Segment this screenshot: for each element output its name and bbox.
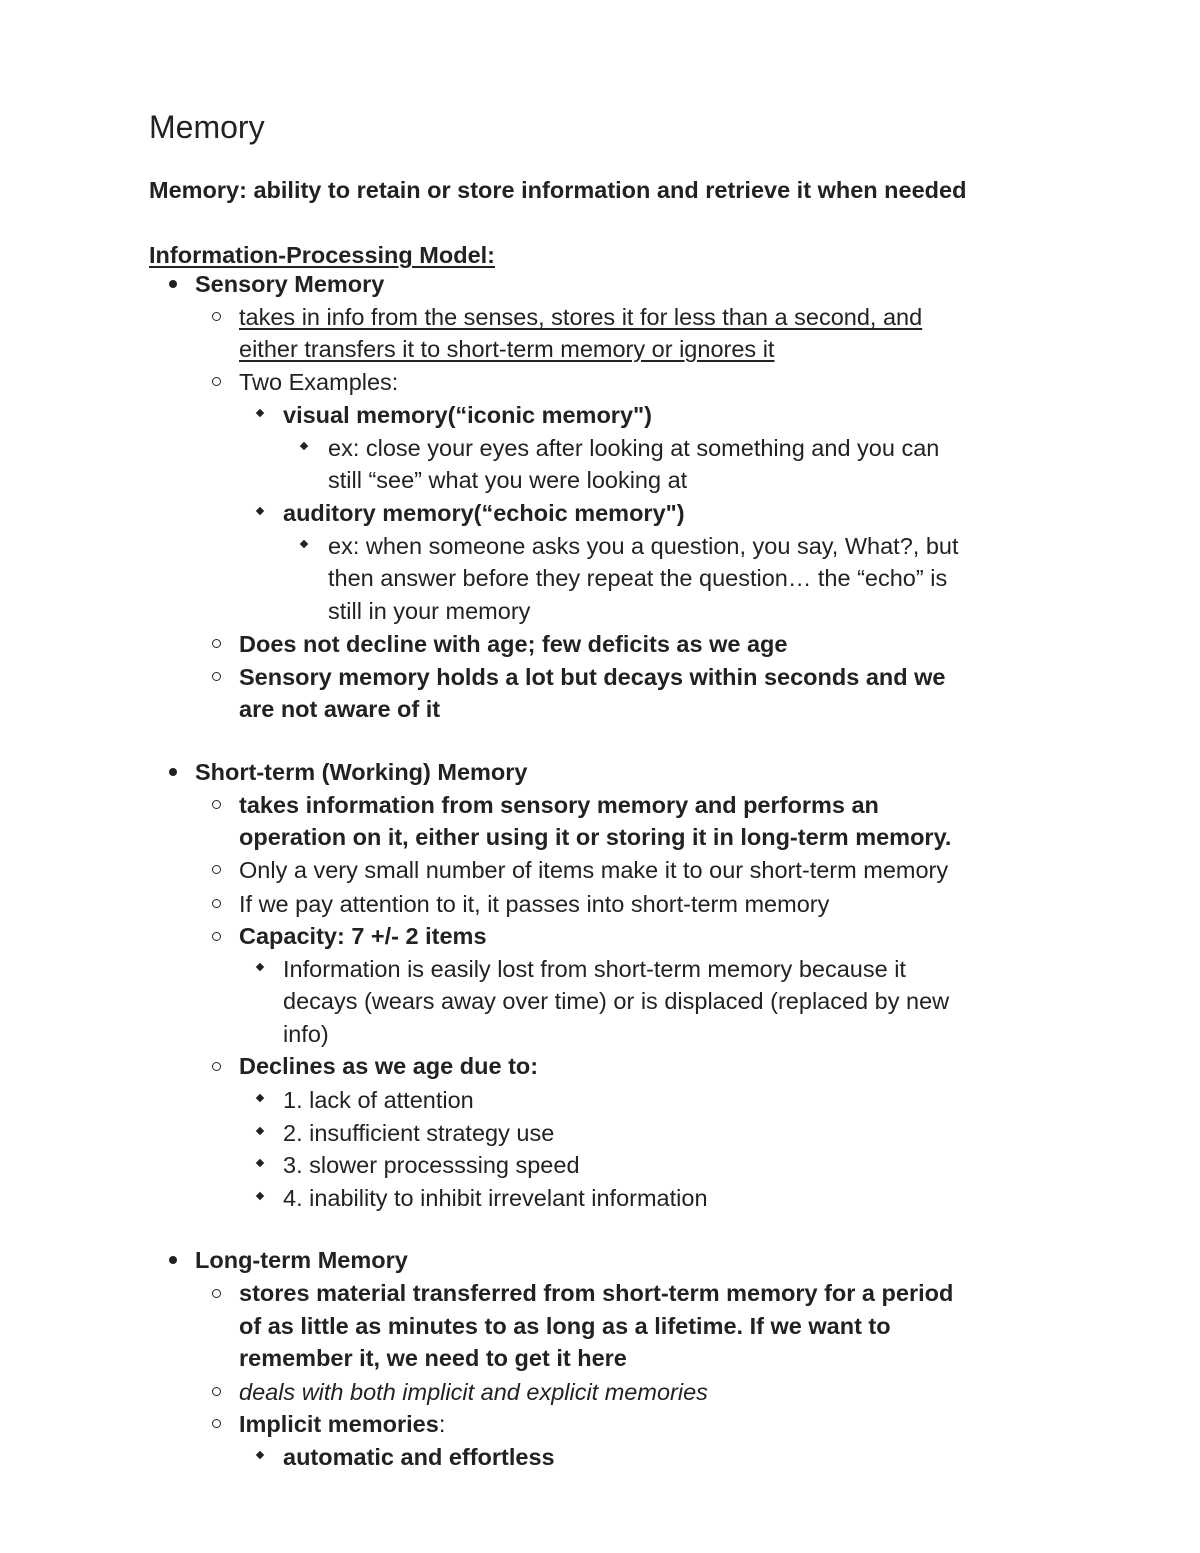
bullet-circle-icon [212,1419,221,1428]
bullet-diamond-icon [256,1127,264,1135]
long-term-heading: Long-term Memory [195,1247,408,1273]
sensory-holds-line-1: Sensory memory holds a lot but decays within seconds and we [239,664,946,690]
long-term-desc-line-3: remember it, we need to get it here [239,1345,627,1371]
bullet-disc-icon [169,280,177,288]
sensory-holds-line-2: are not aware of it [239,696,441,722]
short-term-lost-line-2: decays (wears away over time) or is displaced (replaced by new [283,988,950,1014]
auditory-example-line-2: then answer before they repeat the question… the “echo” is [328,565,948,591]
bullet-circle-icon [212,865,221,874]
memory-definition: Memory: ability to retain or store information and retrieve it when needed [149,177,967,203]
decline-reason: 1. lack of attention [283,1087,474,1113]
implicit-label: Implicit memories [239,1411,439,1437]
implicit-colon: : [438,1411,446,1437]
visual-memory: visual memory(“iconic memory") [283,402,652,428]
bullet-circle-icon [212,1062,221,1071]
long-term-deals: deals with both implicit and explicit memories [239,1379,708,1405]
short-term-heading: Short-term (Working) Memory [195,759,528,785]
visual-example-line-2: still “see” what you were looking at [328,467,688,493]
short-term-declines: Declines as we age due to: [239,1053,539,1079]
decline-reason: 2. insufficient strategy use [283,1120,555,1146]
bullet-circle-icon [212,312,221,321]
bullet-disc-icon [169,768,177,776]
bullet-diamond-icon [256,1451,264,1459]
bullet-circle-icon [212,932,221,941]
sensory-desc-line-1: takes in info from the senses, stores it for less than a second, and [239,304,923,330]
sensory-desc-line-2: either transfers it to short-term memory or ignores it [239,336,775,362]
auditory-example-line-1: ex: when someone asks you a question, you say, What?, but [328,533,959,559]
short-term-lost-line-3: info) [283,1021,329,1047]
bullet-diamond-icon [300,442,308,450]
visual-example-line-1: ex: close your eyes after looking at something and you can [328,435,940,461]
bullet-diamond-icon [256,507,264,515]
sensory-age: Does not decline with age; few deficits as we age [239,631,788,657]
bullet-diamond-icon [256,409,264,417]
short-term-capacity: Capacity: 7 +/- 2 items [239,923,487,949]
bullet-diamond-icon [300,540,308,548]
model-heading: Information-Processing Model: [149,242,495,268]
auditory-example-line-3: still in your memory [328,598,531,624]
bullet-circle-icon [212,1289,221,1298]
bullet-diamond-icon [256,963,264,971]
long-term-desc-line-2: of as little as minutes to as long as a lifetime. If we want to [239,1313,891,1339]
short-term-desc-line-1: takes information from sensory memory and performs an [239,792,879,818]
long-term-desc-line-1: stores material transferred from short-term memory for a period [239,1280,954,1306]
implicit-automatic: automatic and effortless [283,1444,555,1470]
short-term-desc-line-2: operation on it, either using it or storing it in long-term memory. [239,824,952,850]
decline-reason: 4. inability to inhibit irrevelant information [283,1185,708,1211]
bullet-circle-icon [212,377,221,386]
bullet-disc-icon [169,1256,177,1264]
bullet-circle-icon [212,639,221,648]
bullet-circle-icon [212,800,221,809]
auditory-memory: auditory memory(“echoic memory") [283,500,685,526]
sensory-heading: Sensory Memory [195,271,385,297]
bullet-circle-icon [212,899,221,908]
bullet-circle-icon [212,672,221,681]
bullet-diamond-icon [256,1192,264,1200]
short-term-lost-line-1: Information is easily lost from short-term memory because it [283,956,906,982]
implicit-memories [239,1410,445,1438]
bullet-diamond-icon [256,1094,264,1102]
short-term-attention: If we pay attention to it, it passes into short-term memory [239,891,830,917]
examples-label: Two Examples: [239,369,399,395]
page-title: Memory [149,109,265,145]
decline-reason: 3. slower processsing speed [283,1152,580,1178]
short-term-small: Only a very small number of items make it to our short-term memory [239,857,949,883]
bullet-circle-icon [212,1387,221,1396]
bullet-diamond-icon [256,1159,264,1167]
